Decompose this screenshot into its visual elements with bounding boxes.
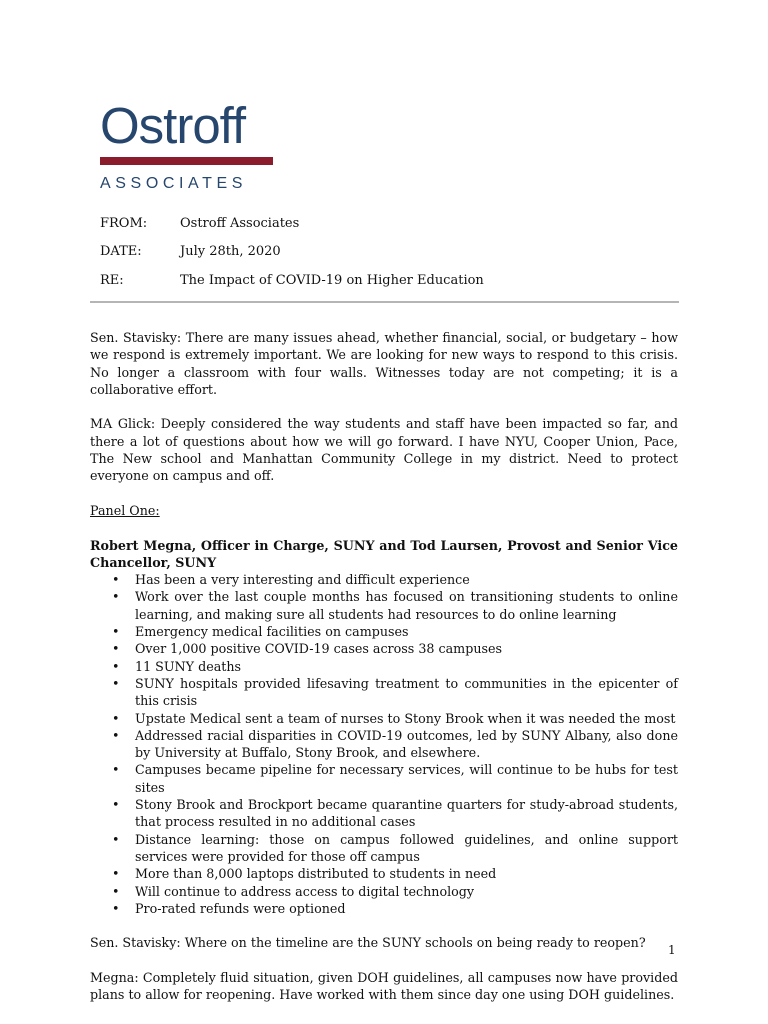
bullet-marker: • <box>112 675 120 691</box>
logo-name: Ostroff <box>100 97 246 154</box>
logo-subtitle: ASSOCIATES <box>100 175 248 192</box>
ostroff-associates-logo <box>100 97 280 195</box>
bullet-marker: • <box>112 658 120 674</box>
header-divider <box>90 301 679 303</box>
bullet-item <box>90 710 678 727</box>
re-label: RE: <box>100 273 124 288</box>
glick-paragraph: MA Glick: Deeply considered the way students and staff have been impacted so far, and there a lot of questions about how we will go forward. I have NYU, Cooper Union, Pace, The New school and Manhattan Community College in my district. Need to protect everyone on campus and off. <box>90 416 678 484</box>
bullet-text: Pro-rated refunds were optioned <box>135 900 346 916</box>
page-number: 1 <box>668 943 676 957</box>
bullet-text: Will continue to address access to digital technology <box>135 883 475 899</box>
bullet-text: 11 SUNY deaths <box>135 658 242 674</box>
bullet-item <box>90 640 678 657</box>
bullet-item <box>90 900 678 917</box>
bullet-marker: • <box>112 589 120 605</box>
date-value: July 28th, 2020 <box>180 244 281 259</box>
bullet-item <box>90 571 678 588</box>
bullet-marker: • <box>112 900 120 916</box>
bullet-marker: • <box>112 572 120 588</box>
bullet-item <box>90 831 678 866</box>
bullet-text: Over 1,000 positive COVID-19 cases across 38 campuses <box>135 641 503 657</box>
bullet-item <box>90 675 678 710</box>
stavisky-opening-paragraph: Sen. Stavisky: There are many issues ahead, whether financial, social, or budgetary – how we respond is extremely important. We are looking for new ways to respond to this crisis. No longer a classroom with four walls. Witnesses today are not competing; it is a collaborative effort. <box>90 330 678 397</box>
from-value: Ostroff Associates <box>180 216 300 231</box>
bullet-text: Addressed racial disparities in COVID-19 outcomes, led by SUNY Albany, also done by University at Buffalo, Stony Brook, and elsewhere. <box>135 727 678 761</box>
bullet-item <box>90 727 678 762</box>
from-label: FROM: <box>100 216 148 231</box>
bullet-text: Upstate Medical sent a team of nurses to Stony Brook when it was needed the most <box>135 710 676 726</box>
bullet-marker: • <box>112 831 120 847</box>
memo-body <box>90 329 678 1004</box>
bullet-item <box>90 883 678 900</box>
panel-speakers: Robert Megna, Officer in Charge, SUNY and Tod Laursen, Provost and Senior Vice Chancellor, SUNY <box>90 537 678 570</box>
bullet-marker: • <box>112 727 120 743</box>
bullet-item <box>90 588 678 623</box>
bullet-marker: • <box>112 883 120 899</box>
bullet-item <box>90 761 678 796</box>
megna-answer-paragraph: Megna: Completely fluid situation, given DOH guidelines, all campuses now have provided plans to allow for reopening. Have worked with them since day one using DOH guidelines. <box>90 969 678 1003</box>
stavisky-question-paragraph: Sen. Stavisky: Where on the timeline are the SUNY schools on being ready to reopen? <box>90 935 646 951</box>
testimony-bullet-list <box>90 571 678 917</box>
bullet-text: Has been a very interesting and difficult experience <box>135 572 470 588</box>
bullet-marker: • <box>112 797 120 813</box>
bullet-text: Work over the last couple months has focused on transitioning students to online learning, and making sure all students had resources to do online learning <box>135 589 678 622</box>
bullet-text: More than 8,000 laptops distributed to students in need <box>135 866 497 882</box>
re-value: The Impact of COVID-19 on Higher Education <box>180 273 484 288</box>
bullet-item <box>90 658 678 675</box>
bullet-text: SUNY hospitals provided lifesaving treatment to communities in the epicenter of this crisis <box>135 675 678 709</box>
bullet-marker: • <box>112 866 120 882</box>
bullet-item <box>90 623 678 640</box>
bullet-marker: • <box>112 641 120 657</box>
bullet-item <box>90 796 678 831</box>
bullet-text: Distance learning: those on campus followed guidelines, and online support services were provided for those off campus <box>135 831 678 864</box>
bullet-text: Stony Brook and Brockport became quarantine quarters for study-abroad students, that process resulted in no additional cases <box>135 797 678 830</box>
bullet-marker: • <box>112 624 120 640</box>
bullet-marker: • <box>112 762 120 778</box>
bullet-marker: • <box>112 710 120 726</box>
bullet-text: Campuses became pipeline for necessary services, will continue to be hubs for test sites <box>135 762 678 795</box>
bullet-text: Emergency medical facilities on campuses <box>135 624 409 640</box>
bullet-item <box>90 865 678 882</box>
logo-bar <box>100 157 273 165</box>
panel-heading: Panel One: <box>90 502 160 518</box>
date-label: DATE: <box>100 244 142 259</box>
